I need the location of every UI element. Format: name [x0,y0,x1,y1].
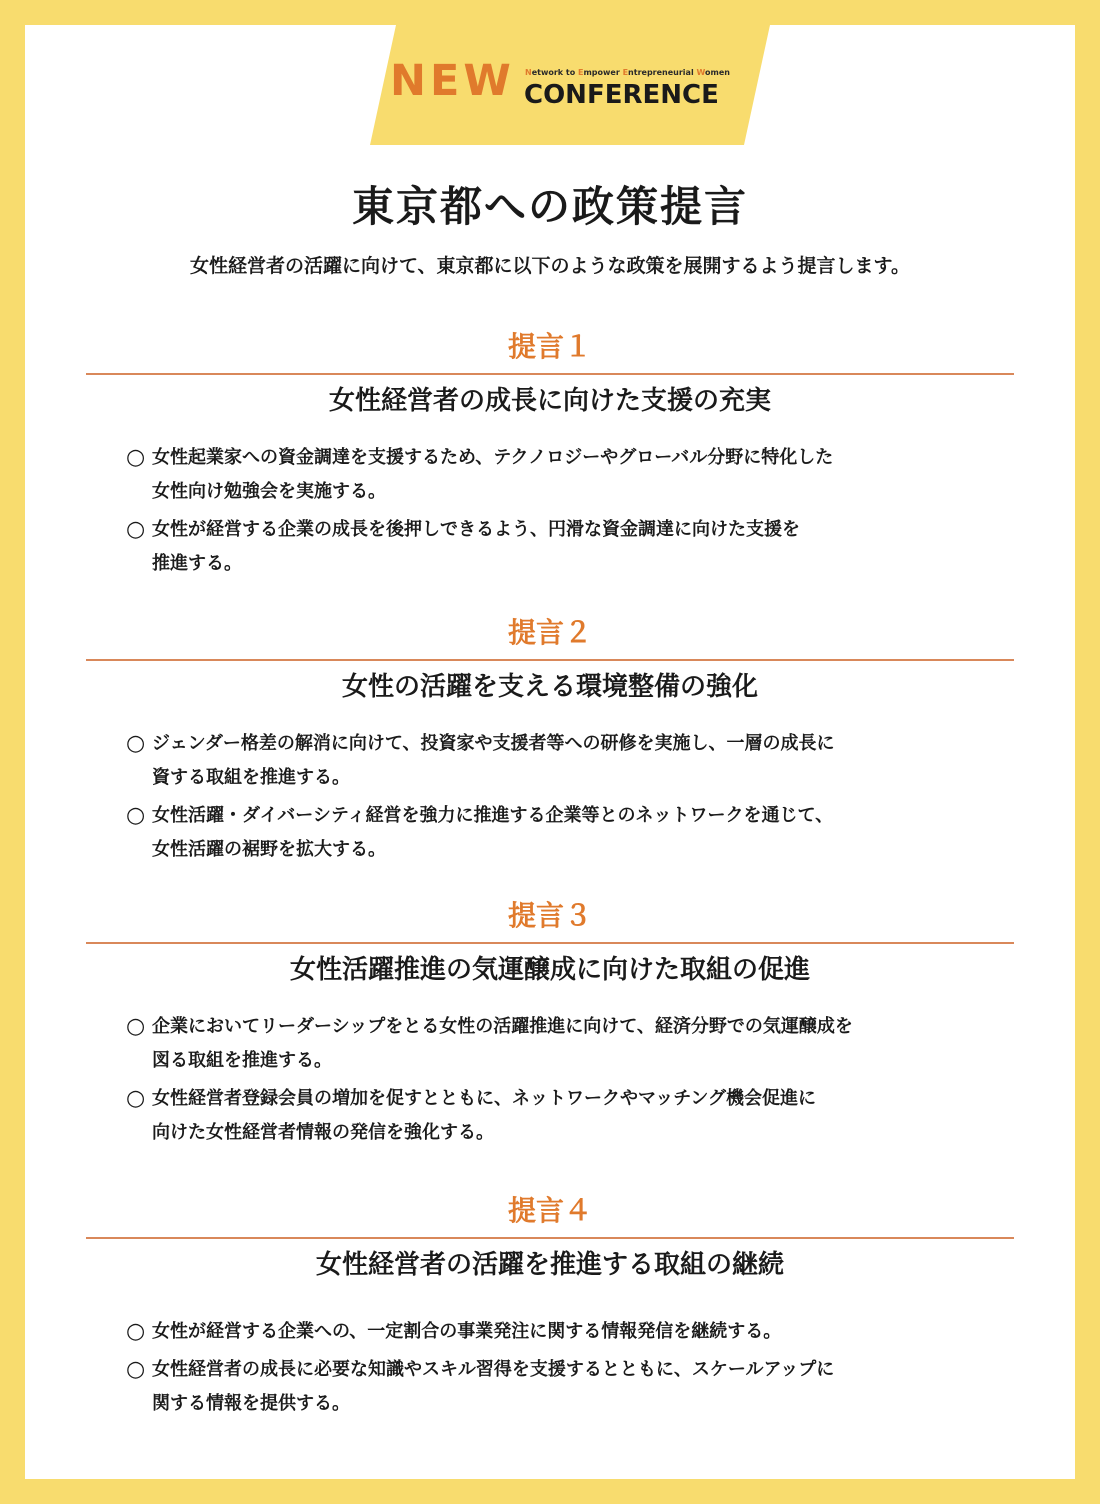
proposal-item [126,513,1006,581]
logo-new: NEW [390,56,515,106]
tagline-part: mpower [583,68,623,77]
proposal-item-line: 関する情報を提供する。 [152,1393,350,1414]
proposal-item-line: 推進する。 [152,553,242,574]
proposal-items [126,1315,1006,1425]
proposal-label: 提言１ [507,330,592,363]
proposal-item-line: 女性が経営する企業への、一定割合の事業発注に関する情報発信を継続する。 [152,1321,782,1342]
tagline-part: ntrepreneurial [628,68,697,77]
proposal-heading: 女性活躍推進の気運醸成に向けた取組の促進 [289,955,810,985]
tagline-part: E [578,68,584,77]
proposal-items [126,727,1006,871]
bullet-circle-icon: ○ [126,1014,146,1039]
tagline-part: omen [705,68,730,77]
proposal-label: 提言３ [507,899,592,932]
proposal-items [126,1010,1006,1154]
proposal-heading: 女性の活躍を支える環境整備の強化 [341,672,758,702]
proposal-item-line: 女性活躍の裾野を拡大する。 [152,839,386,860]
tagline-part: N [525,68,532,77]
proposal-section [0,330,1100,574]
proposal-item [126,441,1006,509]
proposal-section [0,899,1100,1143]
proposal-item [126,1315,1006,1349]
proposal-label: 提言４ [507,1194,592,1227]
proposal-item [126,1010,1006,1078]
proposal-item [126,799,1006,867]
proposal-section [0,1194,1100,1414]
bullet-circle-icon: ○ [126,517,146,542]
proposal-label: 提言２ [507,616,592,649]
proposal-item-line: 女性起業家への資金調達を支援するため、テクノロジーやグローバル分野に特化した [152,447,834,468]
proposal-item-line: 女性経営者の成長に必要な知識やスキル習得を支援するとともに、スケールアップに [152,1359,835,1380]
bullet-circle-icon: ○ [126,1086,146,1111]
proposal-section [0,616,1100,860]
proposal-item [126,727,1006,795]
proposal-heading: 女性経営者の活躍を推進する取組の継続 [315,1250,784,1280]
proposal-items [126,441,1006,585]
proposal-heading: 女性経営者の成長に向けた支援の充実 [328,386,771,416]
logo-conference: CONFERENCE [524,80,719,110]
logo-tagline [525,69,730,77]
intro-text: 女性経営者の活躍に向けて、東京都に以下のような政策を展開するよう提言します。 [189,255,911,277]
proposal-item-line: ジェンダー格差の解消に向けて、投資家や支援者等への研修を実施し、一層の成長に [152,733,835,754]
proposal-item-line: 女性活躍・ダイバーシティ経営を強力に推進する企業等とのネットワークを通じて、 [152,805,834,826]
bullet-circle-icon: ○ [126,445,146,470]
page-title: 東京都への政策提言 [351,182,748,231]
proposal-item [126,1082,1006,1150]
tagline-part: E [622,68,629,77]
proposal-item-line: 図る取組を推進する。 [152,1050,332,1071]
proposal-item-line: 資する取組を推進する。 [152,767,350,788]
section-divider [86,659,1014,661]
proposal-item-line: 企業においてリーダーシップをとる女性の活躍推進に向けて、経済分野での気運醸成を [152,1016,853,1037]
section-divider [86,1237,1014,1239]
section-divider [86,942,1014,944]
proposal-item-line: 女性が経営する企業の成長を後押しできるよう、円滑な資金調達に向けた支援を [152,519,800,540]
section-divider [86,373,1014,375]
tagline-part: etwork to [531,68,578,77]
tagline-part: W [696,68,706,77]
proposal-item-line: 女性経営者登録会員の増加を促すとともに、ネットワークやマッチング機会促進に [152,1088,817,1109]
proposal-item-line: 女性向け勉強会を実施する。 [152,481,386,502]
bullet-circle-icon: ○ [126,803,146,828]
proposal-item [126,1353,1006,1421]
bullet-circle-icon: ○ [126,731,146,756]
bullet-circle-icon: ○ [126,1319,146,1344]
bullet-circle-icon: ○ [126,1357,146,1382]
proposal-item-line: 向けた女性経営者情報の発信を強化する。 [152,1122,494,1143]
